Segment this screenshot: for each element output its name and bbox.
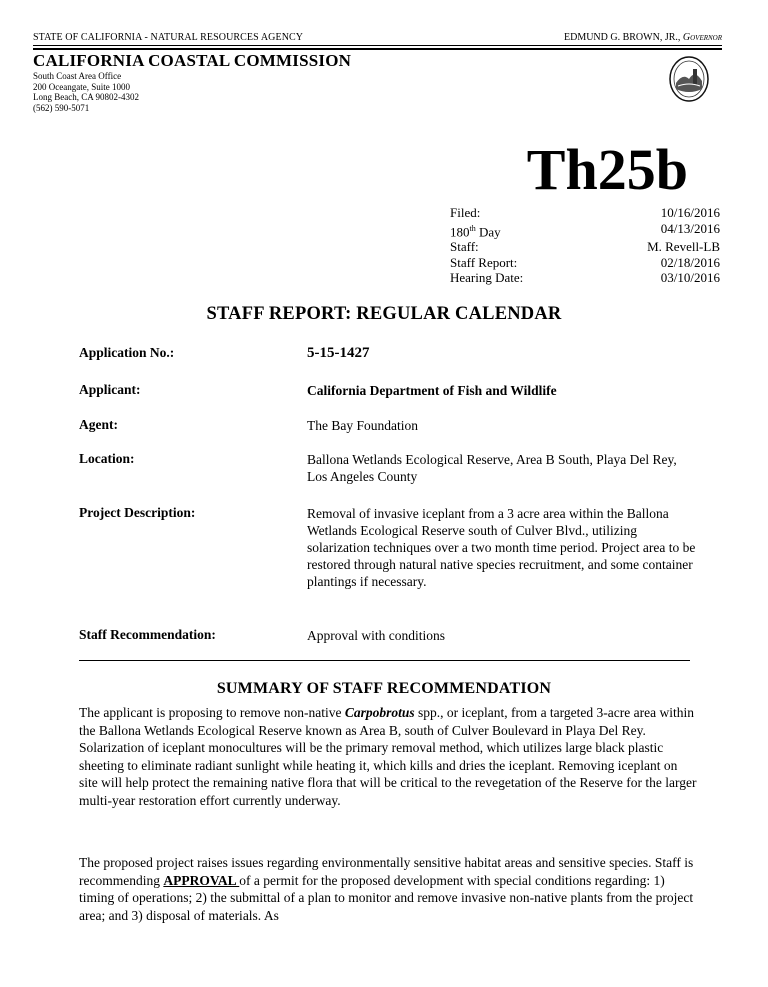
summary-title: SUMMARY OF STAFF RECOMMENDATION [216, 680, 552, 697]
meta-label: Staff Report: [450, 254, 518, 270]
meta-value: M. Revell-LB [647, 239, 720, 255]
summary-paragraph-1: The applicant is proposing to remove non-native Carpobrotus spp., or iceplant, from a targeted 3-acre area within the Ballona Wetlands Ecological Reserve known as Area B, south of Culver Boulevard in Playa Del Rey. Solarization of iceplant monocultures will be the primary removal method, which utilizes large black plastic sheeting to eliminate radiant sunlight while heating it, which kills and dries the iceplant. Removing iceplant on site will help protect the remaining native flora that will be critical to the revegetation of the Reserve for the larger multi-year restoration effort currently underway. [79, 705, 697, 808]
meta-staff [450, 239, 720, 255]
meta-label: Filed: [450, 205, 481, 220]
meta-filed [450, 205, 720, 221]
governor-line [564, 32, 722, 43]
meta-180th-day [450, 221, 720, 240]
agenda-item-code: Th25b [526, 137, 688, 202]
fact-application-no: Application No.: 5-15-1427 [79, 345, 370, 361]
meta-staff-report [450, 255, 720, 271]
meta-label: Hearing Date: [450, 270, 524, 286]
meta-label: 180th Day [450, 223, 501, 239]
header-rule-thick [33, 48, 722, 50]
address-line: Long Beach, CA 90802-4302 [33, 92, 139, 102]
governor-title: Governor [682, 32, 722, 43]
meta-value: 03/10/2016 [660, 270, 720, 286]
organization-name: CALIFORNIA COASTAL COMMISSION [33, 51, 352, 70]
fact-location: Location: Ballona Wetlands Ecological Reserve, Area B South, Playa Del Rey, Los Angeles County [79, 451, 677, 484]
header-rule [33, 45, 722, 46]
state-seal-icon [669, 55, 709, 103]
fact-applicant: Applicant: California Department of Fish and Wildlife [79, 382, 557, 398]
approval-emphasis: APPROVAL [163, 872, 240, 888]
address-phone: (562) 590-5071 [33, 102, 90, 113]
summary-paragraph-2: The proposed project raises issues regarding environmentally sensitive habitat areas and sensitive species. Staff is recommending APPROVAL of a permit for the proposed development with special conditions regarding: 1) timing of operations; 2) the submittal of a plan to monitor and remove invasive non-native plants from the project area; and 3) disposal of materials. As [79, 855, 694, 923]
governor-name: EDMUND G. BROWN, JR., [563, 32, 681, 43]
address-line: South Coast Area Office [33, 71, 122, 81]
meta-value: 02/18/2016 [660, 254, 720, 270]
report-title: STAFF REPORT: REGULAR CALENDAR [206, 304, 562, 324]
fact-agent: Agent: The Bay Foundation [79, 417, 418, 433]
agency-name: STATE OF CALIFORNIA - NATURAL RESOURCES AGENCY [33, 32, 304, 43]
address-line: 200 Oceangate, Suite 1000 [33, 81, 130, 92]
meta-value: 04/13/2016 [660, 220, 720, 236]
meta-hearing-date [450, 270, 720, 286]
office-address [33, 71, 139, 113]
fact-staff-recommendation: Staff Recommendation: Approval with conditions [79, 627, 445, 643]
filing-metadata [450, 205, 720, 286]
fact-project-description: Project Description: Removal of invasive iceplant from a 3 acre area within the Ballona Wetlands Ecological Reserve south of Culver Blvd., utilizing solarization techniques over a two month time period. Project area to be restored through natural native species recruitment, and some container plantings if necessary. [79, 505, 696, 589]
section-divider [79, 660, 690, 661]
meta-label: Staff: [450, 239, 479, 255]
meta-value: 10/16/2016 [660, 205, 720, 220]
